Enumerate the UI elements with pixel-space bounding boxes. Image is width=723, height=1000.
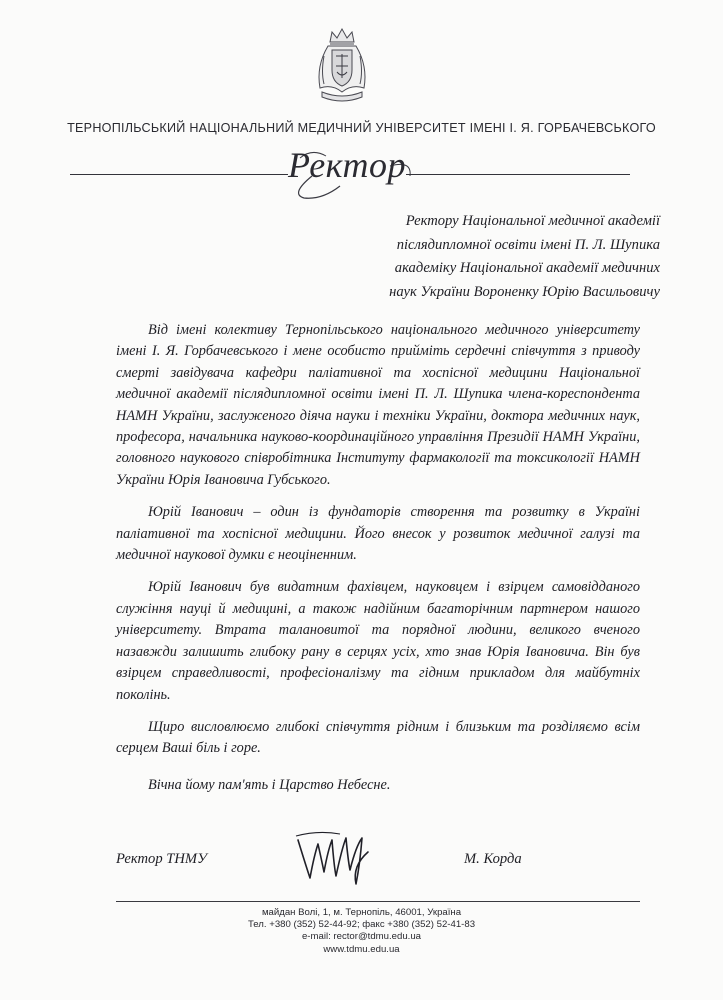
- title-divider-right: [406, 174, 630, 175]
- body-paragraph: Вічна йому пам'ять і Царство Небесне.: [148, 776, 391, 793]
- addressee-line: Ректору Національної медичної академії: [405, 213, 660, 229]
- body-paragraph: Від імені колективу Тернопільського національного медичного університету імені І. Я. Горбачевського і мене особисто прийміть сердечні співчуття з приводу смерті завідувача кафедри паліативної та хоспісної медицини Національної медичної академії післядипломної освіти імені П. Л. Шупика члена-кореспондента НАМН України, заслуженого діяча науки і техніки України, доктора медичних наук, професора, начальника науково-координаційного управління Президії НАМН України, головного наукового співробітника Інституту фармакології та токсикології НАМН України Юрія Івановича Губського.: [116, 322, 640, 488]
- body-paragraph: Щиро висловлюємо глибокі співчуття рідним і близьким та розділяємо всім серцем Ваші біль і горе.: [116, 718, 640, 757]
- addressee-line: наук України Вороненку Юрію Васильовичу: [389, 283, 660, 300]
- letter-body: [116, 320, 640, 807]
- university-name: ТЕРНОПІЛЬСЬКИЙ НАЦІОНАЛЬНИЙ МЕДИЧНИЙ УНІВЕРСИТЕТ ІМЕНІ І. Я. ГОРБАЧЕВСЬКОГО: [67, 121, 656, 135]
- addressee-block: [300, 210, 660, 304]
- body-paragraph: Юрій Іванович – один із фундаторів створення та розвитку в Україні паліативної та хоспісної медицини. Його внесок у розвиток медичної галузі та медичної наукової думки є неоціненним.: [116, 504, 640, 564]
- footer-contacts: [0, 907, 723, 956]
- title-divider-left: [70, 174, 288, 175]
- footer-email[interactable]: e-mail: rector@tdmu.edu.ua: [301, 931, 422, 943]
- addressee-line: академіку Національної академії медичних: [394, 260, 660, 276]
- rector-title: Ректор: [288, 145, 407, 185]
- signatory-position: Ректор ТНМУ: [116, 851, 207, 867]
- university-crest-icon: [312, 26, 372, 106]
- footer-website[interactable]: www.tdmu.edu.ua: [323, 943, 400, 955]
- footer-divider: [116, 901, 640, 902]
- footer-phone: Тел. +380 (352) 52-44-92; факс +380 (352) 52-41-83: [247, 919, 476, 931]
- signatory-name: М. Корда: [464, 851, 522, 867]
- handwritten-signature-icon: [288, 826, 384, 890]
- footer-address: майдан Волі, 1, м. Тернопіль, 46001, Україна: [261, 907, 462, 918]
- body-paragraph: Юрій Іванович був видатним фахівцем, науковцем і взірцем самовідданого служіння науці й медицині, а також надійним багаторічним партнером нашого університету. Втрата талановитої та порядної людини, великого вченого назавжди залишить глибоку рану в серцях усіх, хто знав Юрія Івановича. Він був взірцем справедливості, професіоналізму та гідним прикладом для майбутніх поколінь.: [116, 579, 640, 703]
- rector-title-row: [70, 146, 630, 202]
- addressee-line: післядипломної освіти імені П. Л. Шупика: [396, 236, 660, 253]
